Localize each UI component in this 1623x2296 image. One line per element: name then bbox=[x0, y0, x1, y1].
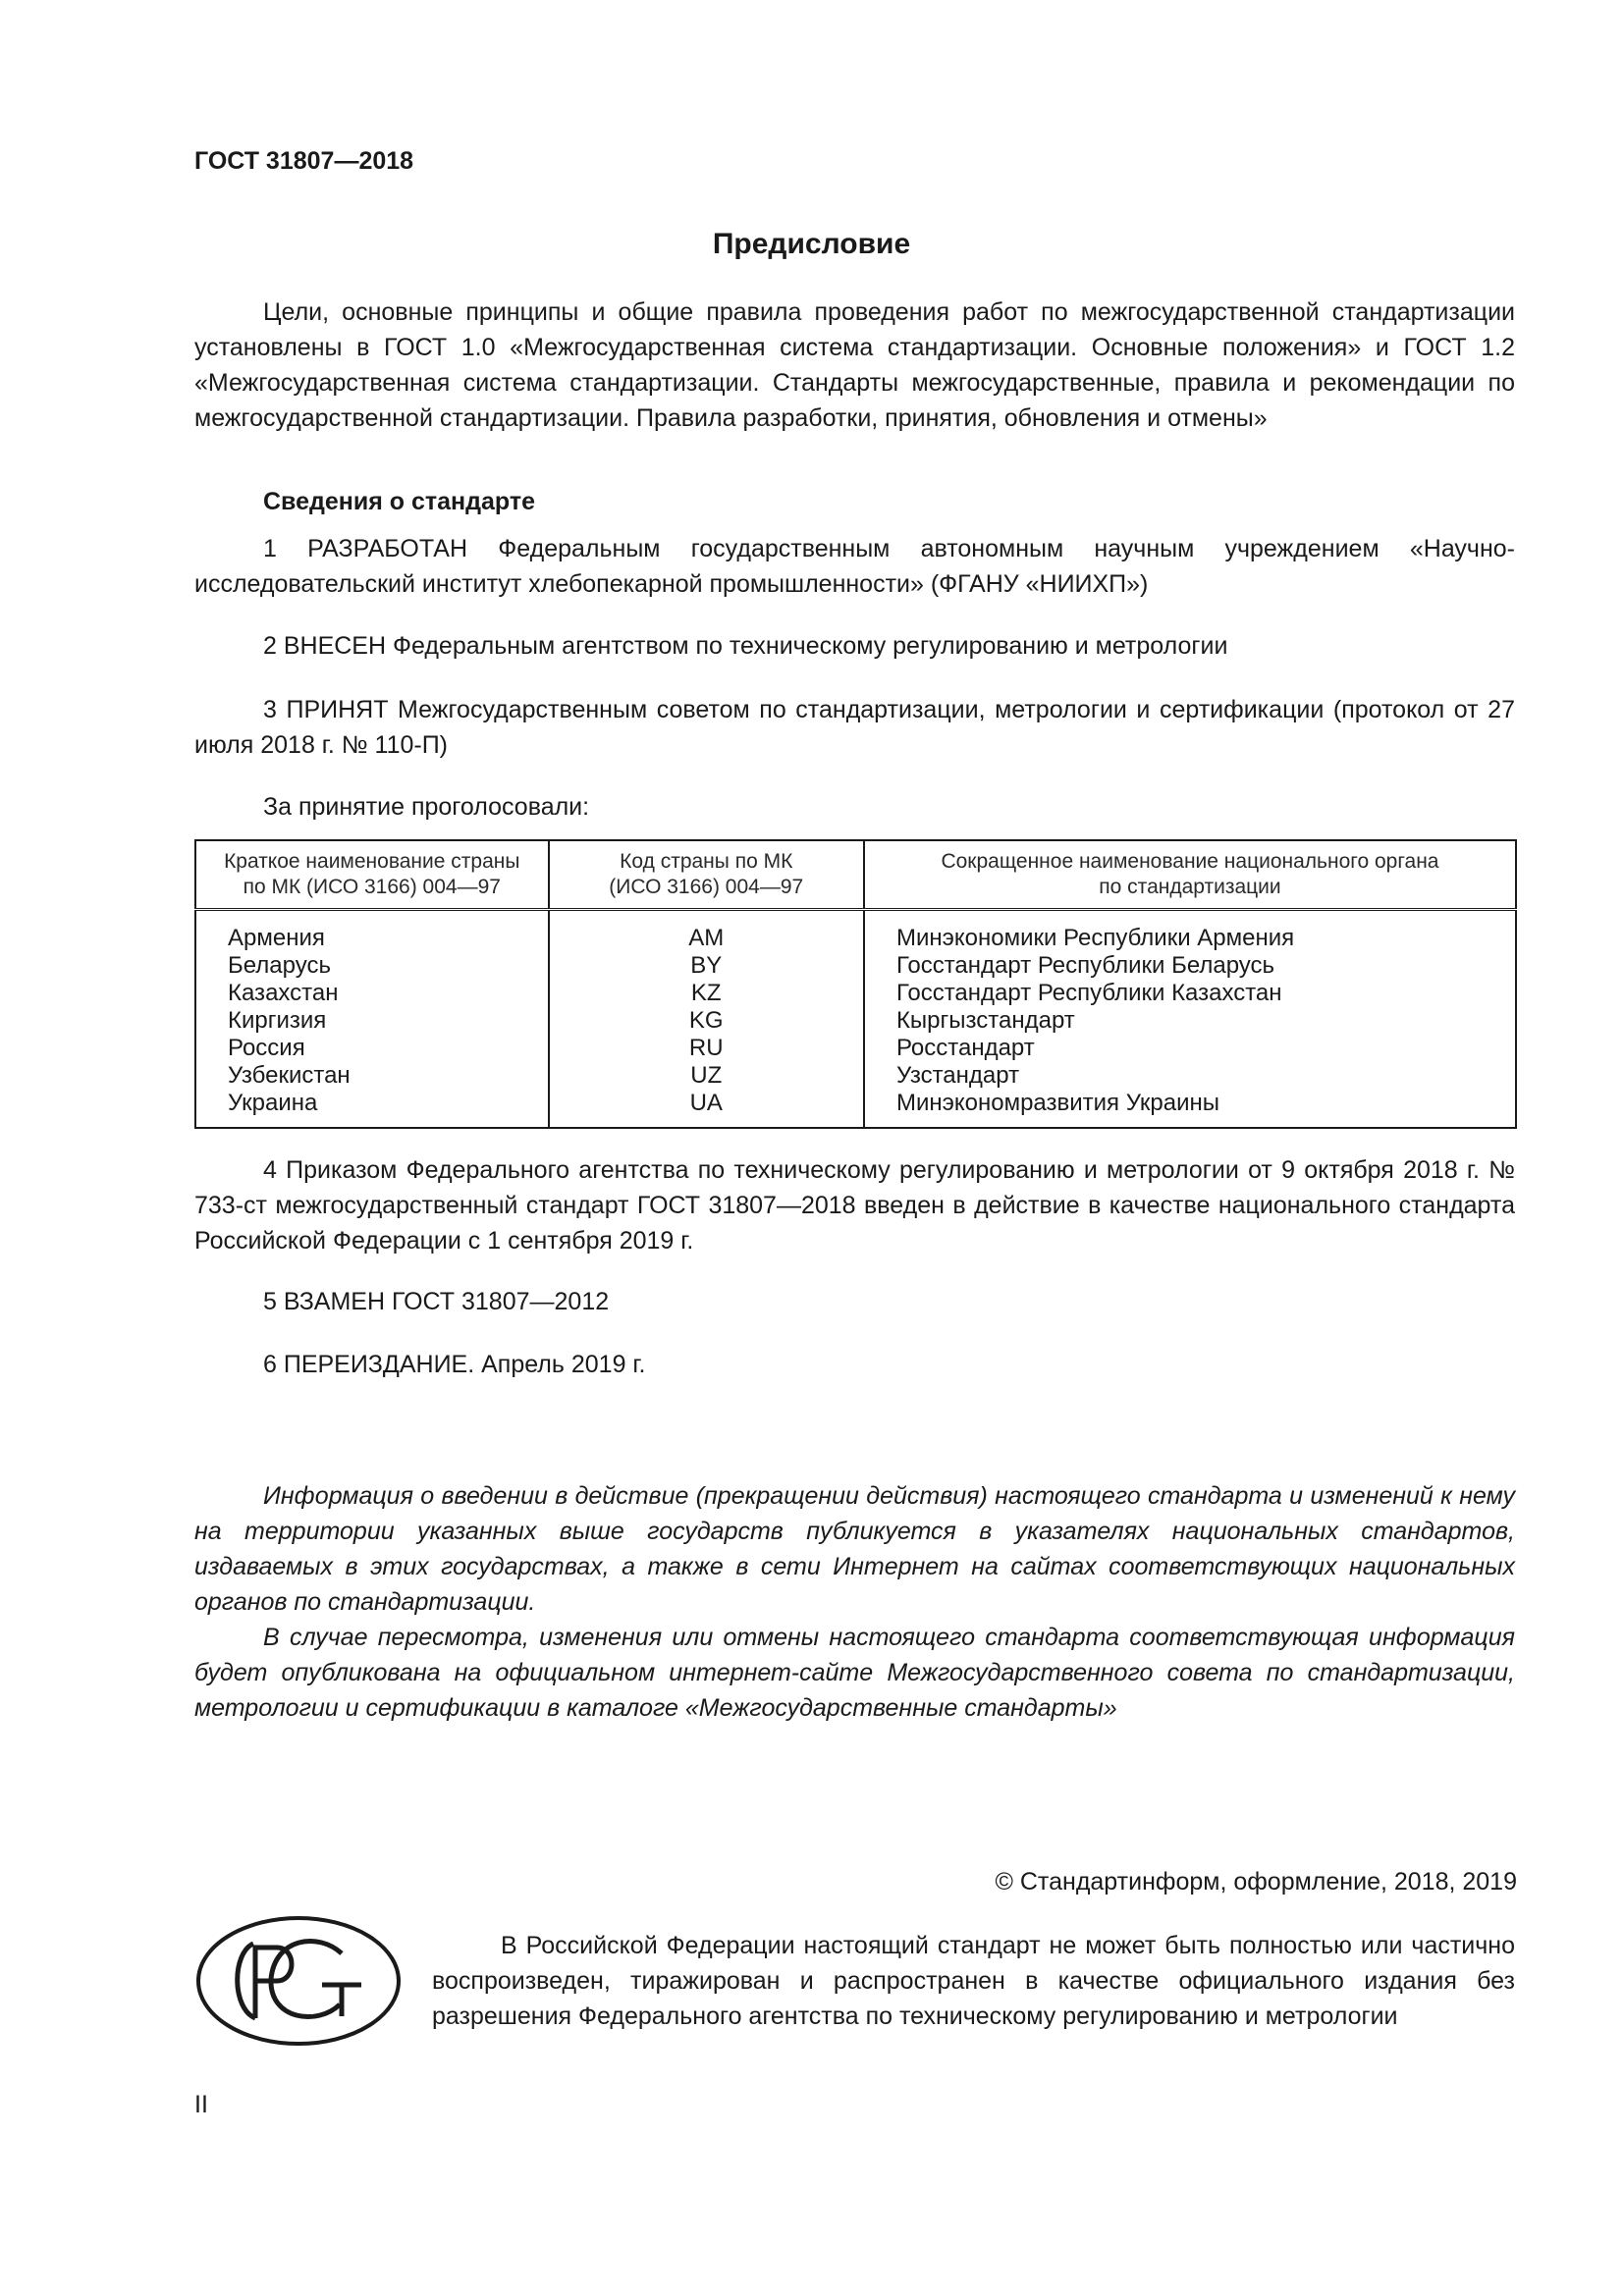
header-national-body: Сокращенное наименование национального органа по стандартизации bbox=[864, 840, 1516, 910]
item-submitted: 2 ВНЕСЕН Федеральным агентством по техническому регулированию и метрологии bbox=[263, 632, 1228, 660]
item-adopted: 3 ПРИНЯТ Межгосударственным советом по стандартизации, метрологии и сертификации (протокол от 27 июля 2018 г. № 110-П) bbox=[194, 696, 1515, 759]
country-name: Казахстан bbox=[228, 980, 339, 1006]
info-paragraph-1: Информация о введении в действие (прекращении действия) настоящего стандарта и изменений к нему на территории указанных выше государств публикуется в указателях национальных стандартов, издаваемых в этих государствах, а также в сети Интернет на сайтах соответствующих национальных органов по стандартизации. bbox=[194, 1482, 1515, 1616]
rst-certification-mark-icon bbox=[194, 1914, 403, 2053]
country-name: Украина bbox=[228, 1090, 318, 1116]
national-body: Кыргызстандарт bbox=[864, 1007, 1516, 1035]
voted-label: За принятие проголосовали: bbox=[263, 793, 590, 821]
standard-info-heading: Сведения о стандарте bbox=[263, 488, 536, 515]
country-name: Киргизия bbox=[228, 1007, 327, 1034]
national-body: Госстандарт Республики Беларусь bbox=[864, 952, 1516, 980]
national-body: Госстандарт Республики Казахстан bbox=[864, 980, 1516, 1007]
table-row bbox=[195, 1007, 1516, 1035]
country-code: KZ bbox=[549, 980, 864, 1007]
voting-countries-table bbox=[194, 839, 1517, 1129]
info-paragraph-2: В случае пересмотра, изменения или отмены настоящего стандарта соответствующая информация будет опубликована на официальном интернет-сайте Межгосударственного совета по стандартизации, метрологии и сертификации в каталоге «Межгосударственные стандарты» bbox=[194, 1624, 1515, 1722]
document-code: ГОСТ 31807—2018 bbox=[194, 147, 414, 175]
country-name: Узбекистан bbox=[228, 1062, 351, 1089]
country-code: UA bbox=[549, 1090, 864, 1128]
national-body: Узстандарт bbox=[864, 1062, 1516, 1090]
item-reissue: 6 ПЕРЕИЗДАНИЕ. Апрель 2019 г. bbox=[263, 1351, 646, 1378]
page-number: II bbox=[194, 2091, 208, 2118]
country-code: AM bbox=[549, 910, 864, 953]
country-code: RU bbox=[549, 1035, 864, 1062]
country-name: Россия bbox=[228, 1035, 305, 1061]
header-country-code: Код страны по МК (ИСО 3166) 004—97 bbox=[549, 840, 864, 910]
item-developed: 1 РАЗРАБОТАН Федеральным государственным автономным научным учреждением «Научно-исследовательский институт хлебопекарной промышленности» (ФГАНУ «НИИХП») bbox=[194, 535, 1515, 598]
copyright-notice: © Стандартинформ, оформление, 2018, 2019 bbox=[995, 1868, 1517, 1896]
reproduction-notice: В Российской Федерации настоящий стандарт не может быть полностью или частично воспроизведен, тиражирован и распространен в качестве официального издания без разрешения Федерального агентства по техническому регулированию и метрологии bbox=[432, 1932, 1515, 2030]
item-order: 4 Приказом Федерального агентства по техническому регулированию и метрологии от 9 октября 2018 г. № 733-ст межгосударственный стандарт ГОСТ 31807—2018 введен в действие в качестве национального стандарта Российской Федерации с 1 сентября 2019 г. bbox=[194, 1156, 1515, 1255]
table-row bbox=[195, 910, 1516, 953]
item-replaces: 5 ВЗАМЕН ГОСТ 31807—2012 bbox=[263, 1288, 610, 1315]
national-body: Минэкономразвития Украины bbox=[864, 1090, 1516, 1128]
table-row bbox=[195, 1035, 1516, 1062]
header-country-name: Краткое наименование страны по МК (ИСО 3166) 004—97 bbox=[195, 840, 549, 910]
national-body: Росстандарт bbox=[864, 1035, 1516, 1062]
national-body: Минэкономики Республики Армения bbox=[864, 910, 1516, 953]
table-row bbox=[195, 1062, 1516, 1090]
table-row bbox=[195, 980, 1516, 1007]
country-code: KG bbox=[549, 1007, 864, 1035]
country-name: Армения bbox=[228, 925, 325, 951]
country-code: BY bbox=[549, 952, 864, 980]
country-name: Беларусь bbox=[228, 952, 331, 979]
table-row bbox=[195, 1090, 1516, 1128]
country-code: UZ bbox=[549, 1062, 864, 1090]
page-title: Предисловие bbox=[712, 228, 911, 260]
intro-paragraph: Цели, основные принципы и общие правила проведения работ по межгосударственной стандартизации установлены в ГОСТ 1.0 «Межгосударственная система стандартизации. Основные положения» и ГОСТ 1.2 «Межгосударственная система стандартизации. Стандарты межгосударственные, правила и рекомендации по межгосударственной стандартизации. Правила разработки, принятия, обновления и отмены» bbox=[194, 298, 1515, 432]
table-header-row bbox=[195, 840, 1516, 910]
table-row bbox=[195, 952, 1516, 980]
